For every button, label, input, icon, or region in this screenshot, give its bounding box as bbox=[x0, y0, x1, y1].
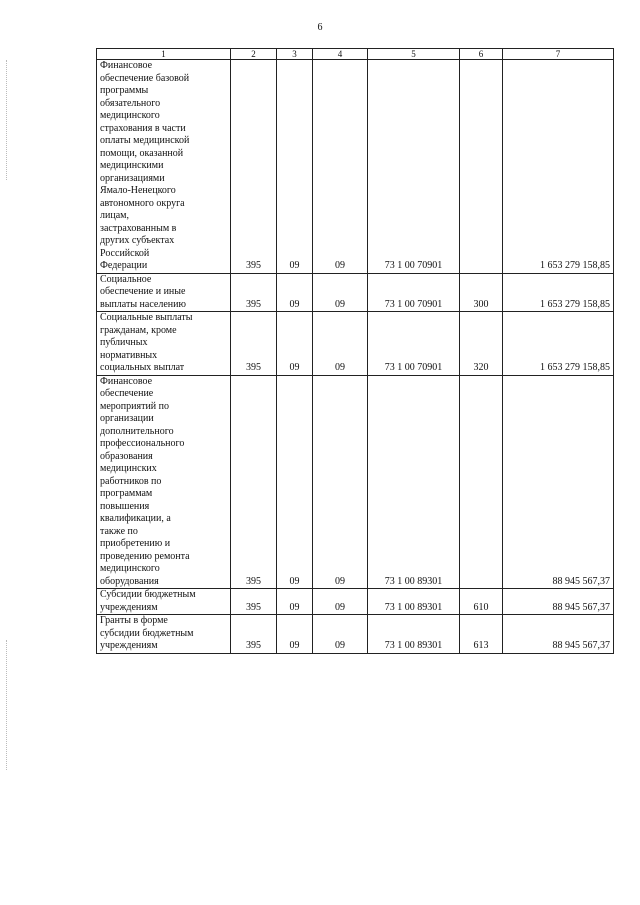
row-name-cell bbox=[97, 312, 231, 376]
section-code-cell: 09 bbox=[277, 375, 313, 589]
row-name-line: Финансовое bbox=[100, 375, 153, 387]
row-name-line: профессионального bbox=[100, 438, 185, 449]
section-code-cell: 09 bbox=[277, 312, 313, 376]
row-name-line: медицинскими bbox=[100, 160, 164, 171]
row-name-line: выплаты населению bbox=[100, 298, 186, 310]
table-row bbox=[97, 60, 614, 274]
subsection-code-cell: 09 bbox=[313, 312, 368, 376]
row-name-line: Социальное bbox=[100, 273, 152, 285]
column-header: 4 bbox=[313, 49, 368, 60]
row-name-cell bbox=[97, 60, 231, 274]
table-row bbox=[97, 312, 614, 376]
row-name-line: нормативных bbox=[100, 349, 158, 361]
target-article-cell: 73 1 00 70901 bbox=[368, 273, 460, 312]
grbs-code-cell: 395 bbox=[231, 60, 277, 274]
row-name-line: медицинских bbox=[100, 463, 157, 474]
row-name-line: гражданам, кроме bbox=[100, 324, 177, 336]
row-name-line: программы bbox=[100, 85, 149, 96]
row-name-line: организациями bbox=[100, 172, 165, 184]
section-code-cell: 09 bbox=[277, 615, 313, 654]
expense-type-cell: 610 bbox=[460, 589, 503, 615]
row-name-line: образования bbox=[100, 450, 153, 462]
row-name-line: учреждениям bbox=[100, 640, 158, 651]
row-name-line: повышения bbox=[100, 500, 150, 512]
row-name-line: публичных bbox=[100, 337, 148, 348]
grbs-code-cell: 395 bbox=[231, 589, 277, 615]
row-name-line: Гранты в форме bbox=[100, 615, 168, 626]
row-name-line: обеспечение bbox=[100, 388, 154, 399]
target-article-cell: 73 1 00 70901 bbox=[368, 60, 460, 274]
row-name-line: Социальные выплаты bbox=[100, 312, 193, 323]
row-name-line: медицинского bbox=[100, 563, 160, 574]
row-name-line: помощи, оказанной bbox=[100, 147, 184, 159]
row-name-line: лицам, bbox=[100, 210, 129, 221]
column-header: 3 bbox=[277, 49, 313, 60]
section-code-cell: 09 bbox=[277, 60, 313, 274]
row-name-line: Российской bbox=[100, 247, 150, 259]
grbs-code-cell: 395 bbox=[231, 615, 277, 654]
table-row bbox=[97, 615, 614, 654]
row-name-cell bbox=[97, 273, 231, 312]
subsection-code-cell: 09 bbox=[313, 273, 368, 312]
row-name-line: программам bbox=[100, 488, 153, 499]
expense-type-cell: 320 bbox=[460, 312, 503, 376]
row-name-line: обеспечение и иные bbox=[100, 286, 186, 297]
row-name-line: приобретению и bbox=[100, 538, 171, 549]
table-row bbox=[97, 589, 614, 615]
row-name-line: Ямало-Ненецкого bbox=[100, 185, 176, 196]
row-name-line: Финансовое bbox=[100, 60, 153, 71]
table-body bbox=[97, 60, 614, 654]
amount-cell: 1 653 279 158,85 bbox=[503, 60, 614, 274]
grbs-code-cell: 395 bbox=[231, 273, 277, 312]
row-name-line: застрахованным в bbox=[100, 222, 177, 234]
header-row bbox=[97, 49, 614, 60]
row-name-line: организации bbox=[100, 413, 154, 424]
target-article-cell: 73 1 00 89301 bbox=[368, 375, 460, 589]
row-name-line: оплаты медицинской bbox=[100, 135, 190, 146]
amount-cell: 1 653 279 158,85 bbox=[503, 312, 614, 376]
row-name-line: работников по bbox=[100, 475, 162, 487]
subsection-code-cell: 09 bbox=[313, 615, 368, 654]
margin-mark bbox=[6, 640, 8, 770]
page-number: 6 bbox=[317, 22, 323, 33]
table-row bbox=[97, 375, 614, 589]
row-name-line: оборудования bbox=[100, 575, 159, 587]
subsection-code-cell: 09 bbox=[313, 375, 368, 589]
section-code-cell: 09 bbox=[277, 273, 313, 312]
row-name-cell bbox=[97, 589, 231, 615]
target-article-cell: 73 1 00 70901 bbox=[368, 312, 460, 376]
row-name-line: социальных выплат bbox=[100, 362, 185, 373]
expense-type-cell: 613 bbox=[460, 615, 503, 654]
table-row bbox=[97, 273, 614, 312]
amount-cell: 88 945 567,37 bbox=[503, 615, 614, 654]
row-name-line: обеспечение базовой bbox=[100, 72, 190, 84]
row-name-line: страхования в части bbox=[100, 122, 186, 134]
target-article-cell: 73 1 00 89301 bbox=[368, 615, 460, 654]
row-name-line: учреждениям bbox=[100, 601, 158, 613]
grbs-code-cell: 395 bbox=[231, 312, 277, 376]
row-name-line: также по bbox=[100, 525, 138, 537]
row-name-line: мероприятий по bbox=[100, 400, 169, 412]
column-header: 6 bbox=[460, 49, 503, 60]
target-article-cell: 73 1 00 89301 bbox=[368, 589, 460, 615]
row-name-line: квалификации, а bbox=[100, 513, 171, 524]
expense-type-cell: 300 bbox=[460, 273, 503, 312]
grbs-code-cell: 395 bbox=[231, 375, 277, 589]
amount-cell: 88 945 567,37 bbox=[503, 375, 614, 589]
subsection-code-cell: 09 bbox=[313, 589, 368, 615]
subsection-code-cell: 09 bbox=[313, 60, 368, 274]
column-header: 2 bbox=[231, 49, 277, 60]
expense-type-cell bbox=[460, 375, 503, 589]
row-name-line: субсидии бюджетным bbox=[100, 627, 194, 639]
column-header: 5 bbox=[368, 49, 460, 60]
row-name-line: проведению ремонта bbox=[100, 550, 190, 562]
amount-cell: 88 945 567,37 bbox=[503, 589, 614, 615]
row-name-line: других субъектах bbox=[100, 235, 175, 246]
row-name-line: дополнительного bbox=[100, 425, 174, 437]
column-header: 1 bbox=[97, 49, 231, 60]
column-header: 7 bbox=[503, 49, 614, 60]
row-name-cell bbox=[97, 375, 231, 589]
expense-type-cell bbox=[460, 60, 503, 274]
row-name-line: Субсидии бюджетным bbox=[100, 589, 196, 600]
row-name-line: Федерации bbox=[100, 260, 148, 271]
amount-cell: 1 653 279 158,85 bbox=[503, 273, 614, 312]
margin-mark bbox=[6, 60, 8, 180]
row-name-line: автономного округа bbox=[100, 197, 185, 209]
row-name-line: обязательного bbox=[100, 97, 161, 109]
row-name-line: медицинского bbox=[100, 110, 160, 121]
budget-table bbox=[96, 48, 614, 654]
row-name-cell bbox=[97, 615, 231, 654]
section-code-cell: 09 bbox=[277, 589, 313, 615]
